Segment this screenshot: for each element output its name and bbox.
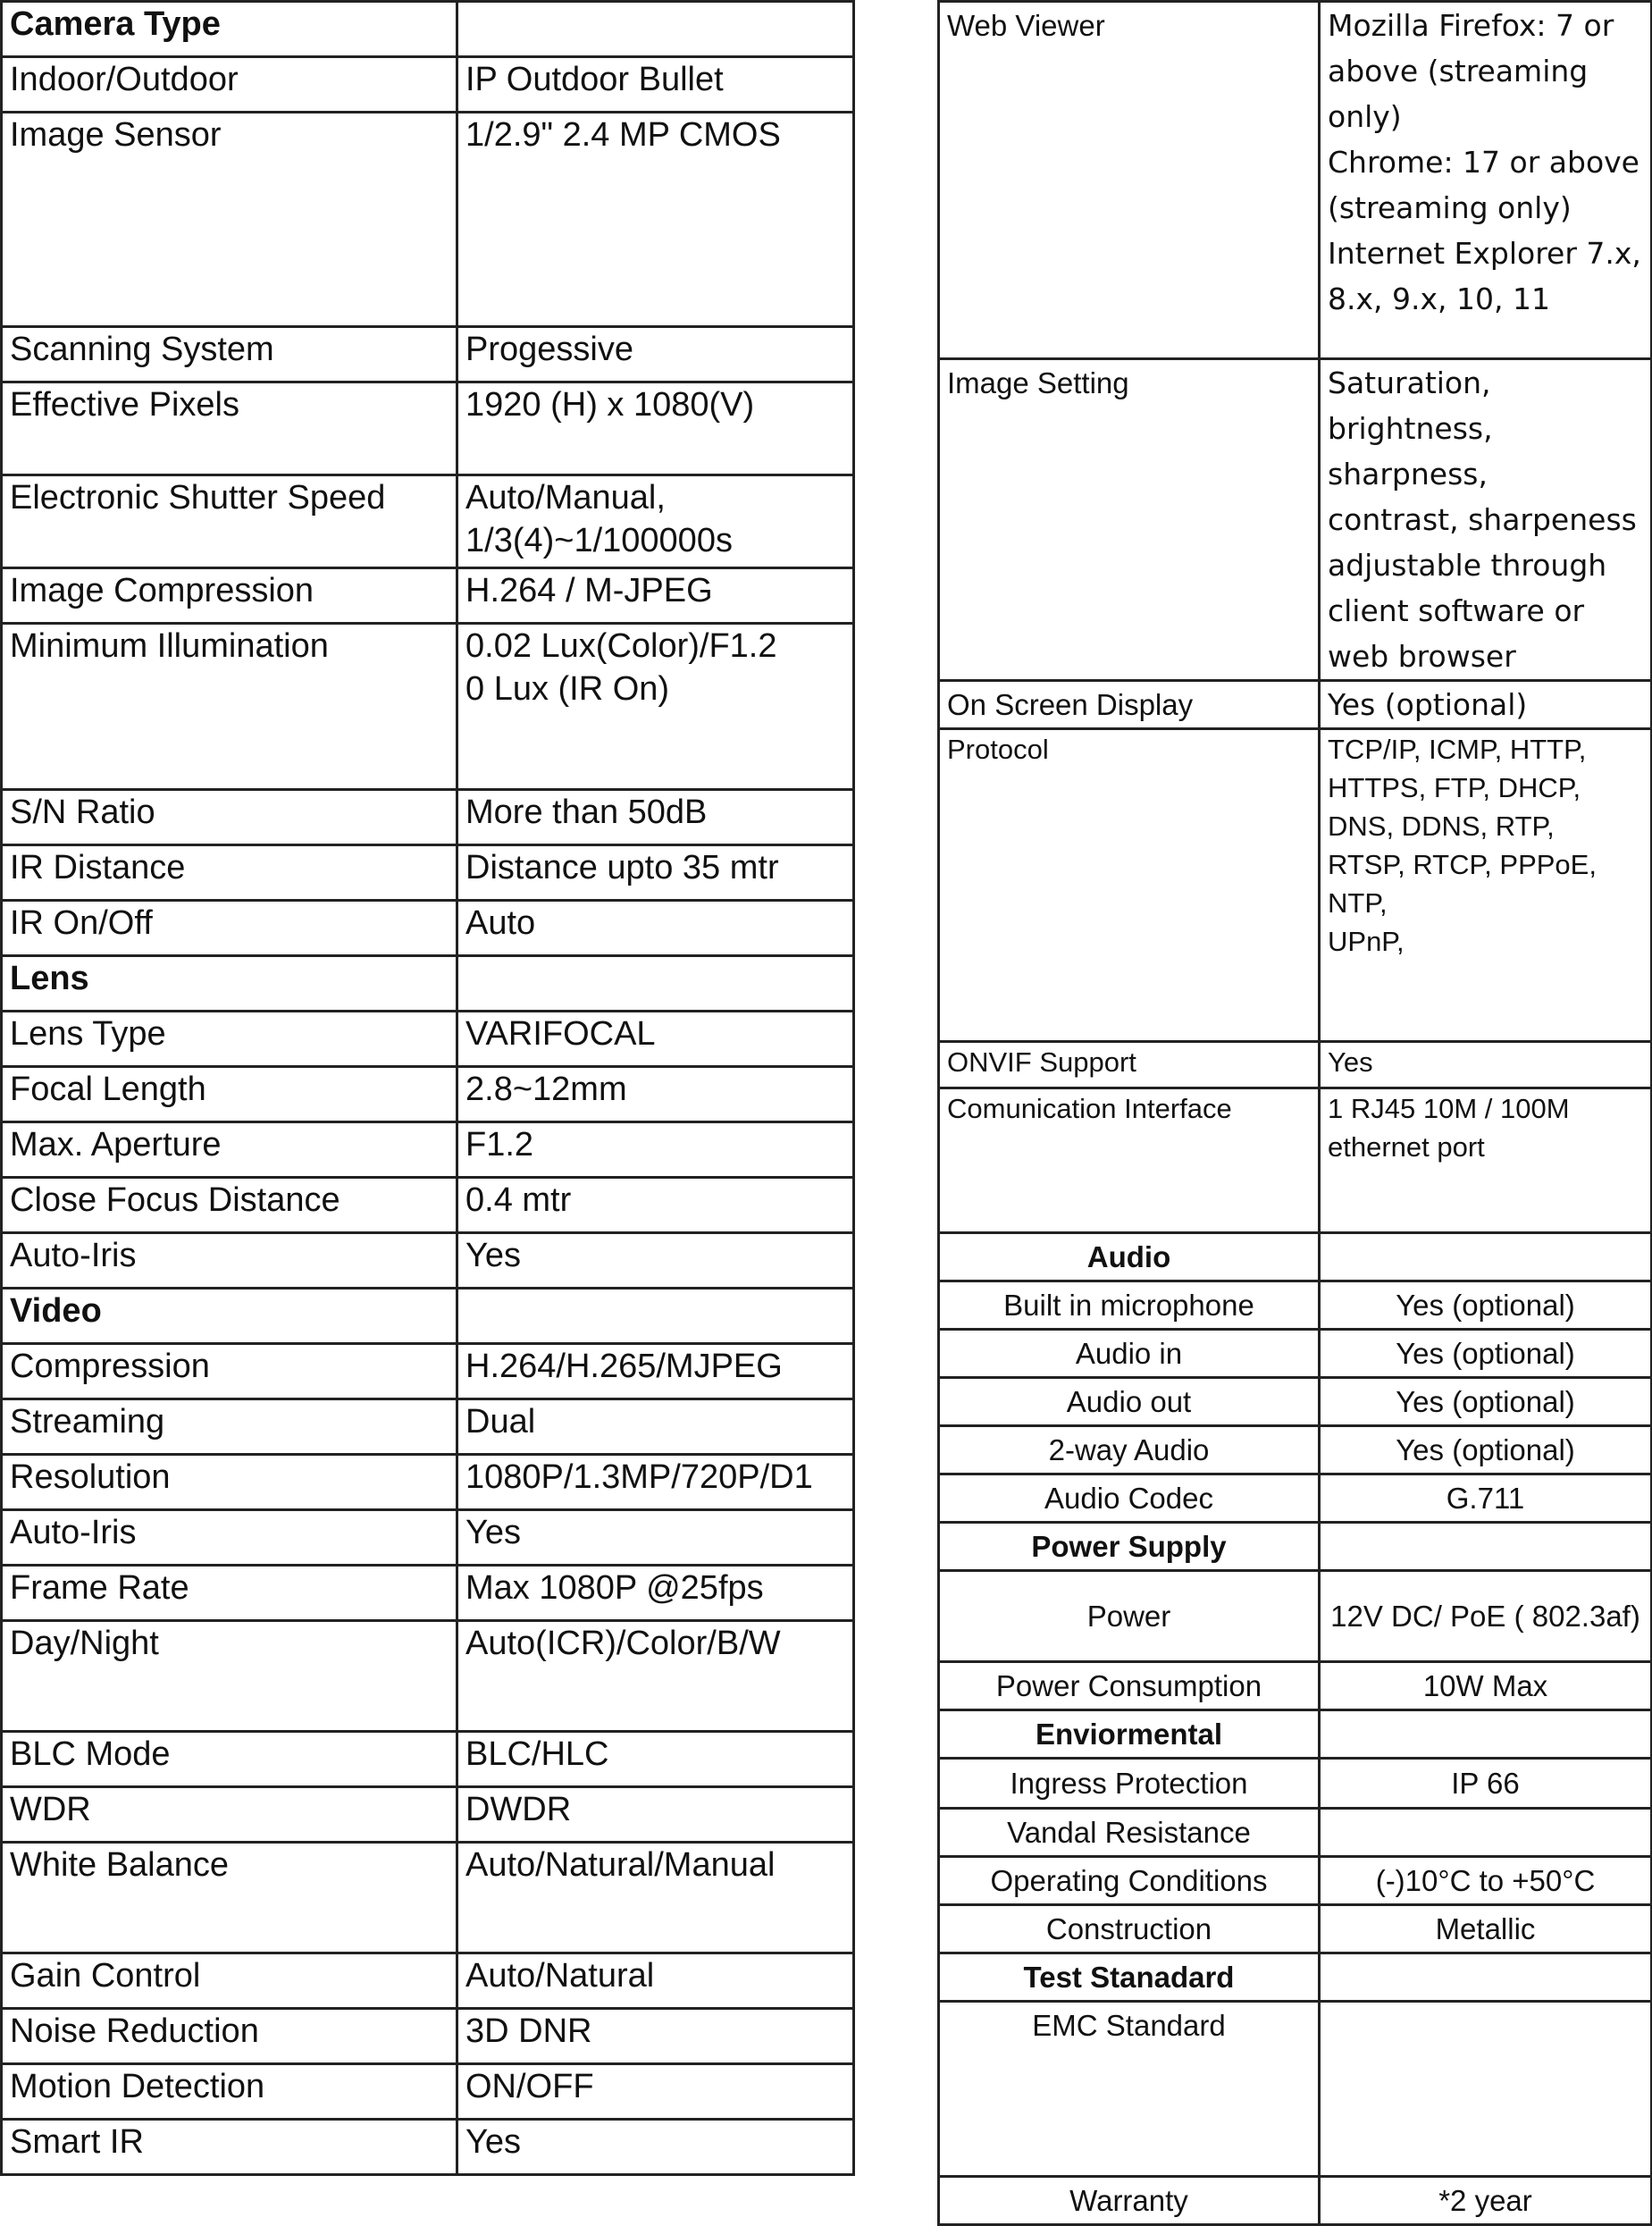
spec-label: Power Consumption: [939, 1662, 1320, 1710]
spec-row: [2, 790, 854, 845]
spec-row: [2, 624, 854, 790]
spec-label: Resolution: [2, 1455, 457, 1510]
spec-row: [2, 1289, 854, 1344]
spec-label: Warranty: [939, 2177, 1320, 2225]
spec-row: [939, 1042, 1652, 1088]
spec-row: [2, 327, 854, 382]
spec-value: 10W Max: [1320, 1662, 1652, 1710]
spec-label: ONVIF Support: [939, 1042, 1320, 1088]
spec-row: [2, 1399, 854, 1455]
spec-value: G.711: [1320, 1474, 1652, 1523]
spec-label: Web Viewer: [939, 2, 1320, 359]
spec-value: IP Outdoor Bullet: [457, 57, 854, 113]
spec-label: Test Stanadard: [939, 1953, 1320, 2002]
spec-label: Lens Type: [2, 1012, 457, 1067]
spec-label: Frame Rate: [2, 1566, 457, 1621]
spec-row: [939, 1571, 1652, 1662]
spec-label: White Balance: [2, 1843, 457, 1953]
spec-label: 2-way Audio: [939, 1426, 1320, 1474]
spec-value: [457, 2, 854, 57]
spec-label: Construction: [939, 1905, 1320, 1953]
spec-label: IR Distance: [2, 845, 457, 901]
spec-row: [939, 1281, 1652, 1330]
spec-value: (-)10°C to +50°C: [1320, 1857, 1652, 1905]
spec-label: Comunication Interface: [939, 1088, 1320, 1233]
spec-value: 1 RJ45 10M / 100M ethernet port: [1320, 1088, 1652, 1233]
spec-value: H.264/H.265/MJPEG: [457, 1344, 854, 1399]
spec-label: On Screen Display: [939, 681, 1320, 729]
spec-value: IP 66: [1320, 1759, 1652, 1809]
spec-row: [939, 1474, 1652, 1523]
spec-value: Auto/Natural: [457, 1953, 854, 2009]
spec-label: Audio: [939, 1233, 1320, 1281]
spec-row: [2, 57, 854, 113]
spec-row: [939, 1088, 1652, 1233]
spec-value: ON/OFF: [457, 2064, 854, 2120]
spec-label: Compression: [2, 1344, 457, 1399]
spec-label: Motion Detection: [2, 2064, 457, 2120]
spec-label: Image Sensor: [2, 113, 457, 327]
spec-value: 0.02 Lux(Color)/F1.2 0 Lux (IR On): [457, 624, 854, 790]
spec-label: Electronic Shutter Speed: [2, 475, 457, 568]
spec-value: 12V DC/ PoE ( 802.3af): [1320, 1571, 1652, 1662]
spec-label: BLC Mode: [2, 1732, 457, 1787]
spec-row: [2, 1012, 854, 1067]
spec-row: [2, 1787, 854, 1843]
spec-value: Dual: [457, 1399, 854, 1455]
spec-row: [2, 2120, 854, 2175]
spec-row: [2, 1178, 854, 1233]
spec-value: Yes (optional): [1320, 1426, 1652, 1474]
spec-label: Minimum Illumination: [2, 624, 457, 790]
spec-row: [2, 113, 854, 327]
spec-label: Ingress Protection: [939, 1759, 1320, 1809]
spec-value: [1320, 1809, 1652, 1857]
spec-row: [939, 359, 1652, 681]
spec-value: 1920 (H) x 1080(V): [457, 382, 854, 475]
spec-value: Distance upto 35 mtr: [457, 845, 854, 901]
spec-value: [457, 956, 854, 1012]
spec-row: [2, 1732, 854, 1787]
spec-value: BLC/HLC: [457, 1732, 854, 1787]
spec-row: [2, 475, 854, 568]
spec-row: [939, 1905, 1652, 1953]
spec-value: DWDR: [457, 1787, 854, 1843]
spec-row: [2, 845, 854, 901]
spec-row: [2, 2, 854, 57]
spec-value: Progessive: [457, 327, 854, 382]
spec-label: Image Setting: [939, 359, 1320, 681]
spec-row: [2, 2064, 854, 2120]
spec-row: [939, 681, 1652, 729]
spec-row: [939, 1662, 1652, 1710]
spec-table-right: [937, 0, 1652, 2226]
spec-label: Audio out: [939, 1378, 1320, 1426]
spec-value: *2 year: [1320, 2177, 1652, 2225]
spec-row: [2, 1566, 854, 1621]
spec-row: [2, 1843, 854, 1953]
spec-value: 0.4 mtr: [457, 1178, 854, 1233]
spec-label: Indoor/Outdoor: [2, 57, 457, 113]
spec-label: Auto-Iris: [2, 1233, 457, 1289]
spec-label: S/N Ratio: [2, 790, 457, 845]
spec-label: Effective Pixels: [2, 382, 457, 475]
spec-row: [2, 1233, 854, 1289]
spec-row: [939, 1233, 1652, 1281]
spec-row: [2, 1953, 854, 2009]
spec-row: [2, 1510, 854, 1566]
spec-label: WDR: [2, 1787, 457, 1843]
spec-value: [1320, 1953, 1652, 2002]
spec-value: 1/2.9" 2.4 MP CMOS: [457, 113, 854, 327]
spec-row: [2, 1621, 854, 1732]
spec-label: Enviormental: [939, 1710, 1320, 1759]
spec-row: [939, 1953, 1652, 2002]
spec-row: [939, 2002, 1652, 2177]
spec-label: Day/Night: [2, 1621, 457, 1732]
spec-row: [939, 1378, 1652, 1426]
spec-label: Lens: [2, 956, 457, 1012]
spec-value: Yes: [457, 2120, 854, 2175]
spec-row: [2, 1344, 854, 1399]
spec-label: Smart IR: [2, 2120, 457, 2175]
spec-value: F1.2: [457, 1122, 854, 1178]
spec-row: [939, 1809, 1652, 1857]
spec-value: Yes: [1320, 1042, 1652, 1088]
spec-label: Scanning System: [2, 327, 457, 382]
spec-label: Camera Type: [2, 2, 457, 57]
spec-value: TCP/IP, ICMP, HTTP, HTTPS, FTP, DHCP, DNS, DDNS, RTP, RTSP, RTCP, PPPoE, NTP, UPnP,: [1320, 729, 1652, 1042]
spec-row: [2, 1122, 854, 1178]
spec-value: Yes (optional): [1320, 681, 1652, 729]
spec-row: [939, 729, 1652, 1042]
spec-row: [939, 2177, 1652, 2225]
spec-value: Metallic: [1320, 1905, 1652, 1953]
spec-value: Auto/Natural/Manual: [457, 1843, 854, 1953]
spec-label: Vandal Resistance: [939, 1809, 1320, 1857]
spec-row: [939, 1330, 1652, 1378]
spec-row: [2, 956, 854, 1012]
spec-label: Built in microphone: [939, 1281, 1320, 1330]
spec-label: IR On/Off: [2, 901, 457, 956]
spec-value: H.264 / M-JPEG: [457, 568, 854, 624]
spec-row: [939, 1759, 1652, 1809]
spec-row: [2, 568, 854, 624]
spec-label: Noise Reduction: [2, 2009, 457, 2064]
spec-value: Yes: [457, 1510, 854, 1566]
spec-label: Operating Conditions: [939, 1857, 1320, 1905]
spec-label: Audio in: [939, 1330, 1320, 1378]
spec-label: Video: [2, 1289, 457, 1344]
spec-value: Auto(ICR)/Color/B/W: [457, 1621, 854, 1732]
spec-value: VARIFOCAL: [457, 1012, 854, 1067]
spec-value: [1320, 2002, 1652, 2177]
spec-value: Yes (optional): [1320, 1330, 1652, 1378]
spec-value: [1320, 1233, 1652, 1281]
spec-value: Saturation, brightness, sharpness, contrast, sharpeness adjustable through client software or web browser: [1320, 359, 1652, 681]
spec-value: Yes: [457, 1233, 854, 1289]
spec-label: Audio Codec: [939, 1474, 1320, 1523]
spec-value: Mozilla Firefox: 7 or above (streaming only) Chrome: 17 or above (streaming only) Internet Explorer 7.x, 8.x, 9.x, 10, 11: [1320, 2, 1652, 359]
spec-row: [939, 1710, 1652, 1759]
spec-label: EMC Standard: [939, 2002, 1320, 2177]
spec-row: [939, 1857, 1652, 1905]
spec-label: Power: [939, 1571, 1320, 1662]
spec-value: 1080P/1.3MP/720P/D1: [457, 1455, 854, 1510]
spec-value: 3D DNR: [457, 2009, 854, 2064]
spec-row: [939, 1523, 1652, 1571]
spec-label: Image Compression: [2, 568, 457, 624]
spec-value: Auto: [457, 901, 854, 956]
spec-label: Power Supply: [939, 1523, 1320, 1571]
spec-label: Auto-Iris: [2, 1510, 457, 1566]
spec-row: [2, 2009, 854, 2064]
spec-row: [2, 901, 854, 956]
spec-value: Max 1080P @25fps: [457, 1566, 854, 1621]
spec-row: [939, 2, 1652, 359]
spec-label: Close Focus Distance: [2, 1178, 457, 1233]
spec-label: Protocol: [939, 729, 1320, 1042]
spec-value: More than 50dB: [457, 790, 854, 845]
spec-value: Yes (optional): [1320, 1378, 1652, 1426]
spec-row: [939, 1426, 1652, 1474]
spec-value: [1320, 1710, 1652, 1759]
spec-value: Yes (optional): [1320, 1281, 1652, 1330]
spec-value: [1320, 1523, 1652, 1571]
spec-label: Focal Length: [2, 1067, 457, 1122]
spec-label: Gain Control: [2, 1953, 457, 2009]
spec-row: [2, 1067, 854, 1122]
spec-value: 2.8~12mm: [457, 1067, 854, 1122]
spec-value: Auto/Manual, 1/3(4)~1/100000s: [457, 475, 854, 568]
spec-row: [2, 382, 854, 475]
spec-row: [2, 1455, 854, 1510]
spec-label: Max. Aperture: [2, 1122, 457, 1178]
spec-label: Streaming: [2, 1399, 457, 1455]
spec-value: [457, 1289, 854, 1344]
